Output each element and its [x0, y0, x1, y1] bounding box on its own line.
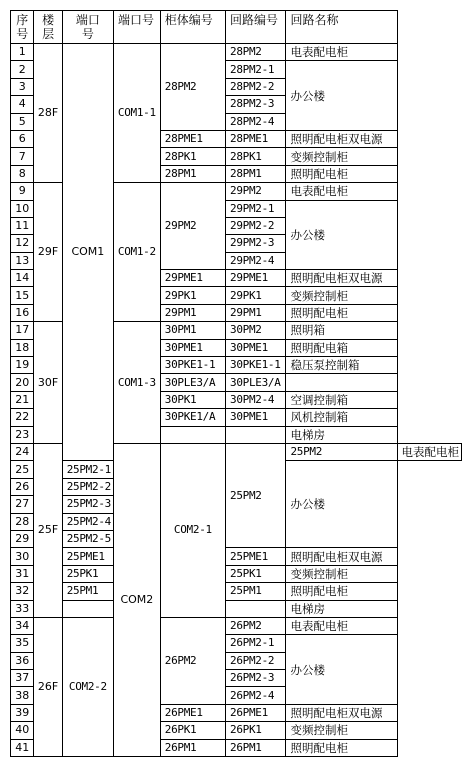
circuit-name-cell: 办公楼 — [286, 61, 397, 131]
circuit-name-cell: 办公楼 — [286, 635, 397, 705]
seq-cell: 8 — [11, 165, 34, 182]
circuit-cell: 28PM2-2 — [226, 78, 286, 95]
circuit-name-cell: 稳压泵控制箱 — [286, 357, 397, 374]
seq-cell: 10 — [11, 200, 34, 217]
seq-cell: 7 — [11, 148, 34, 165]
seq-cell: 18 — [11, 339, 34, 356]
cabinet-cell: 25PK1 — [62, 565, 113, 582]
circuit-cell: 29PM2-2 — [226, 217, 286, 234]
cabinet-cell: 30PME1 — [160, 339, 225, 356]
circuit-name-cell: 照明配电柜双电源 — [286, 548, 397, 565]
circuit-cell: 29PM1 — [226, 304, 286, 321]
circuit-cell: 25PM2-5 — [62, 530, 113, 547]
circuit-cell: 25PM1 — [226, 583, 286, 600]
port-no-cell: COM2-1 — [160, 443, 225, 617]
circuit-cell: 25PM2-4 — [62, 513, 113, 530]
table-row — [11, 548, 462, 565]
circuit-name-cell: 电表配电柜 — [286, 44, 397, 61]
floor-cell: 28F — [34, 44, 62, 183]
seq-cell: 34 — [11, 617, 34, 634]
circuit-cell: 26PM2-3 — [226, 670, 286, 687]
port-no-cell: COM1-1 — [113, 44, 160, 183]
seq-cell: 15 — [11, 287, 34, 304]
seq-cell: 36 — [11, 652, 34, 669]
seq-cell: 26 — [11, 478, 34, 495]
seq-cell: 11 — [11, 217, 34, 234]
circuit-name-cell: 变频控制柜 — [286, 722, 397, 739]
seq-cell: 1 — [11, 44, 34, 61]
floor-cell: 26F — [34, 617, 62, 756]
circuit-cell: 30PKE1-1 — [226, 357, 286, 374]
seq-cell: 40 — [11, 722, 34, 739]
seq-cell: 37 — [11, 670, 34, 687]
seq-cell: 16 — [11, 304, 34, 321]
seq-cell: 38 — [11, 687, 34, 704]
cabinet-cell: 30PLE3/A — [160, 374, 225, 391]
cabinet-cell: 26PM2 — [160, 617, 225, 704]
circuit-name-cell: 照明配电箱 — [286, 339, 397, 356]
table-row — [11, 600, 462, 617]
circuit-cell: 25PK1 — [226, 565, 286, 582]
cabinet-cell: 25PME1 — [62, 548, 113, 565]
seq-cell: 30 — [11, 548, 34, 565]
circuit-table — [10, 10, 462, 757]
circuit-cell: 26PM1 — [226, 739, 286, 756]
cabinet-cell: 30PM1 — [160, 322, 225, 339]
circuit-name-cell: 办公楼 — [286, 461, 397, 548]
table-row — [11, 44, 462, 61]
circuit-name-cell: 电表配电柜 — [286, 183, 397, 200]
circuit-cell: 29PM2-3 — [226, 235, 286, 252]
circuit-name-cell: 电表配电柜 — [397, 443, 462, 460]
seq-cell: 31 — [11, 565, 34, 582]
cabinet-cell: 28PK1 — [160, 148, 225, 165]
circuit-cell: 30PM2 — [226, 322, 286, 339]
circuit-cell: 25PM2-2 — [62, 478, 113, 495]
circuit-cell: 30PM2-4 — [226, 391, 286, 408]
circuit-name-cell: 电梯房 — [286, 426, 397, 443]
seq-cell: 4 — [11, 96, 34, 113]
circuit-cell: 29PME1 — [226, 270, 286, 287]
circuit-name-cell: 电梯房 — [286, 600, 397, 617]
seq-cell: 21 — [11, 391, 34, 408]
circuit-cell: 26PK1 — [226, 722, 286, 739]
seq-cell: 20 — [11, 374, 34, 391]
seq-cell: 25 — [11, 461, 34, 478]
circuit-name-cell: 电表配电柜 — [286, 617, 397, 634]
seq-cell: 17 — [11, 322, 34, 339]
seq-cell: 32 — [11, 583, 34, 600]
header-seq: 序号 — [11, 11, 34, 44]
cabinet-cell: 30PKE1-1 — [160, 357, 225, 374]
circuit-cell: 30PME1 — [226, 339, 286, 356]
circuit-cell: 25PM2-3 — [62, 496, 113, 513]
circuit-name-cell: 空调控制箱 — [286, 391, 397, 408]
header-cabinet: 柜体编号 — [160, 11, 225, 44]
cabinet-cell: 29PME1 — [160, 270, 225, 287]
circuit-cell: 28PM2-4 — [226, 113, 286, 130]
circuit-cell — [226, 426, 286, 443]
cabinet-cell: 28PM2 — [160, 44, 225, 131]
cabinet-cell: 26PME1 — [160, 704, 225, 721]
seq-cell: 39 — [11, 704, 34, 721]
header-floor: 楼层 — [34, 11, 62, 44]
circuit-cell: 28PK1 — [226, 148, 286, 165]
port-no-cell: COM1-2 — [113, 183, 160, 322]
circuit-cell: 26PM2-2 — [226, 652, 286, 669]
circuit-cell: 26PM2-4 — [226, 687, 286, 704]
seq-cell: 2 — [11, 61, 34, 78]
cabinet-cell: 28PME1 — [160, 130, 225, 147]
seq-cell: 33 — [11, 600, 34, 617]
seq-cell: 35 — [11, 635, 34, 652]
circuit-cell — [226, 600, 286, 617]
cabinet-cell: 25PM2 — [226, 443, 286, 547]
seq-cell: 41 — [11, 739, 34, 756]
header-circuit: 回路编号 — [226, 11, 286, 44]
cabinet-cell — [160, 426, 225, 443]
circuit-cell: 25PM2-1 — [62, 461, 113, 478]
table-row — [11, 617, 462, 634]
circuit-cell: 26PM2 — [226, 617, 286, 634]
circuit-cell: 26PME1 — [226, 704, 286, 721]
circuit-name-cell: 照明配电柜 — [286, 739, 397, 756]
circuit-name-cell: 照明配电柜双电源 — [286, 704, 397, 721]
cabinet-cell: 29PM2 — [160, 183, 225, 270]
circuit-cell: 30PME1 — [226, 409, 286, 426]
seq-cell: 9 — [11, 183, 34, 200]
circuit-cell: 30PLE3/A — [226, 374, 286, 391]
seq-cell: 3 — [11, 78, 34, 95]
floor-cell: 29F — [34, 183, 62, 322]
circuit-cell: 29PM2-1 — [226, 200, 286, 217]
circuit-name-cell: 办公楼 — [286, 200, 397, 270]
seq-cell: 5 — [11, 113, 34, 130]
circuit-cell: 29PM2 — [226, 183, 286, 200]
circuit-cell: 28PM2-1 — [226, 61, 286, 78]
seq-cell: 22 — [11, 409, 34, 426]
circuit-cell: 29PM2-4 — [226, 252, 286, 269]
cabinet-cell: 28PM1 — [160, 165, 225, 182]
header-port: 端口号 — [62, 11, 113, 44]
floor-cell: 30F — [34, 322, 62, 444]
table-row — [11, 583, 462, 600]
cabinet-cell: 26PM1 — [160, 739, 225, 756]
cabinet-cell: 29PK1 — [160, 287, 225, 304]
circuit-cell: 29PK1 — [226, 287, 286, 304]
table-row — [11, 565, 462, 582]
seq-cell: 29 — [11, 530, 34, 547]
seq-cell: 28 — [11, 513, 34, 530]
cabinet-cell: 30PKE1/A — [160, 409, 225, 426]
circuit-name-cell — [286, 374, 397, 391]
seq-cell: 14 — [11, 270, 34, 287]
circuit-name-cell: 照明配电柜 — [286, 165, 397, 182]
circuit-name-cell: 变频控制柜 — [286, 565, 397, 582]
seq-cell: 12 — [11, 235, 34, 252]
header-circuit-name: 回路名称 — [286, 11, 397, 44]
circuit-name-cell: 变频控制柜 — [286, 287, 397, 304]
circuit-name-cell: 照明配电柜 — [286, 583, 397, 600]
circuit-cell: 28PM1 — [226, 165, 286, 182]
cabinet-cell: 26PK1 — [160, 722, 225, 739]
circuit-name-cell: 风机控制箱 — [286, 409, 397, 426]
port-no-cell: COM2-2 — [62, 617, 113, 756]
header-row — [11, 11, 462, 44]
seq-cell: 13 — [11, 252, 34, 269]
circuit-cell: 28PM2-3 — [226, 96, 286, 113]
seq-cell: 19 — [11, 357, 34, 374]
port-no-cell: COM1-3 — [113, 322, 160, 444]
table-container — [10, 10, 462, 757]
floor-cell: 25F — [34, 443, 62, 617]
circuit-cell: 28PM2 — [226, 44, 286, 61]
cabinet-cell: 25PM1 — [62, 583, 113, 600]
circuit-cell: 25PM2 — [286, 443, 397, 460]
port-cell: COM2 — [113, 443, 160, 756]
seq-cell: 24 — [11, 443, 34, 460]
circuit-name-cell: 照明配电柜 — [286, 304, 397, 321]
seq-cell: 6 — [11, 130, 34, 147]
circuit-cell: 28PME1 — [226, 130, 286, 147]
circuit-name-cell: 照明配电柜双电源 — [286, 270, 397, 287]
seq-cell: 23 — [11, 426, 34, 443]
circuit-cell: 26PM2-1 — [226, 635, 286, 652]
port-cell: COM1 — [62, 44, 113, 461]
header-port-no: 端口号 — [113, 11, 160, 44]
circuit-name-cell: 照明配电柜双电源 — [286, 130, 397, 147]
circuit-name-cell: 变频控制柜 — [286, 148, 397, 165]
cabinet-cell — [62, 600, 113, 617]
seq-cell: 27 — [11, 496, 34, 513]
cabinet-cell: 29PM1 — [160, 304, 225, 321]
circuit-name-cell: 照明箱 — [286, 322, 397, 339]
circuit-cell: 25PME1 — [226, 548, 286, 565]
cabinet-cell: 30PK1 — [160, 391, 225, 408]
